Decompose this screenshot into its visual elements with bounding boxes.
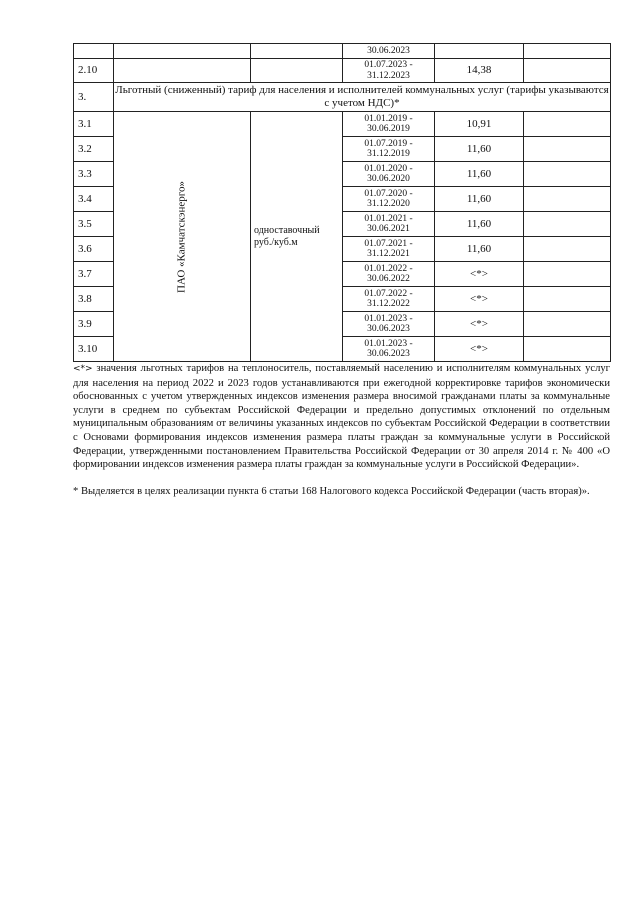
- table-row: [74, 44, 611, 59]
- rate-unit: руб./куб.м: [254, 236, 298, 248]
- value-cell: [435, 44, 524, 59]
- organization-cell: [114, 112, 251, 362]
- period-end: 31.12.2020: [367, 199, 410, 209]
- period-end: 31.12.2023: [367, 70, 410, 81]
- extra-cell: [524, 162, 611, 187]
- table-row: [74, 59, 611, 83]
- footnote-first: [73, 362, 610, 472]
- row-number: 2.10: [74, 59, 114, 83]
- period-cell: [343, 312, 435, 337]
- row-number: 3.7: [74, 262, 114, 287]
- footnote-second: * Выделяется в целях реализации пункта 6 статьи 168 Налогового кодекса Российской Федерации (часть вторая)».: [73, 485, 590, 497]
- num-cell: [74, 44, 114, 59]
- period-cell: [343, 162, 435, 187]
- period-end: 30.06.2023: [367, 324, 410, 334]
- period-start: 01.01.2023 -: [364, 338, 413, 349]
- row-number: 3.: [74, 83, 114, 112]
- tariff-value: 11,60: [435, 212, 524, 237]
- period-cell: [343, 59, 435, 83]
- period-end: 30.06.2020: [367, 174, 410, 184]
- period-start: 01.07.2022 -: [364, 288, 413, 299]
- row-number: 3.5: [74, 212, 114, 237]
- extra-cell: [524, 59, 611, 83]
- row-number: 3.10: [74, 337, 114, 362]
- org-cell-top: [114, 44, 251, 59]
- row-number: 3.8: [74, 287, 114, 312]
- footnotes: [73, 362, 610, 498]
- period-start: 01.01.2021 -: [364, 213, 413, 224]
- period-end: 30.06.2021: [367, 224, 410, 234]
- period-cell: [343, 337, 435, 362]
- period-start: 01.07.2021 -: [364, 238, 413, 249]
- row-number: 3.4: [74, 187, 114, 212]
- tariff-value: <*>: [435, 287, 524, 312]
- row-number: 3.9: [74, 312, 114, 337]
- period-cell: [343, 137, 435, 162]
- row-number: 3.2: [74, 137, 114, 162]
- period-end: 31.12.2022: [367, 299, 410, 309]
- tariff-value: 10,91: [435, 112, 524, 137]
- unit-cell-mid: [251, 59, 343, 83]
- extra-cell: [524, 262, 611, 287]
- tariff-value: <*>: [435, 262, 524, 287]
- period-cell: 30.06.2023: [343, 44, 435, 59]
- extra-cell: [524, 312, 611, 337]
- period-cell: [343, 287, 435, 312]
- row-number: 3.6: [74, 237, 114, 262]
- tariff-value: 11,60: [435, 237, 524, 262]
- footnote-marker: <*>: [73, 364, 93, 374]
- period-start: 01.01.2023 -: [364, 313, 413, 324]
- rate-type: одноставочный: [254, 224, 320, 236]
- unit-cell: [251, 112, 343, 362]
- extra-cell: [524, 212, 611, 237]
- period-cell: [343, 187, 435, 212]
- tariff-value: 11,60: [435, 187, 524, 212]
- period-cell: [343, 237, 435, 262]
- period-end: 30.06.2022: [367, 274, 410, 284]
- period-end: 30.06.2019: [367, 124, 410, 134]
- period-cell: [343, 112, 435, 137]
- tariff-value: 11,60: [435, 137, 524, 162]
- row-number: 3.1: [74, 112, 114, 137]
- tariff-value: 11,60: [435, 162, 524, 187]
- extra-cell: [524, 44, 611, 59]
- extra-cell: [524, 187, 611, 212]
- extra-cell: [524, 287, 611, 312]
- extra-cell: [524, 112, 611, 137]
- period-cell: [343, 212, 435, 237]
- tariff-value: <*>: [435, 312, 524, 337]
- row-number: 3.3: [74, 162, 114, 187]
- extra-cell: [524, 237, 611, 262]
- period-end: 31.12.2019: [367, 149, 410, 159]
- period-start: 01.07.2019 -: [364, 138, 413, 149]
- org-cell-mid: [114, 59, 251, 83]
- tariff-table: [73, 43, 611, 362]
- extra-cell: [524, 337, 611, 362]
- table-row: [74, 112, 611, 137]
- table-row-section-header: [74, 83, 611, 112]
- period-start: 01.07.2020 -: [364, 188, 413, 199]
- tariff-value: 14,38: [435, 59, 524, 83]
- period-cell: [343, 262, 435, 287]
- extra-cell: [524, 137, 611, 162]
- period-start: 01.01.2020 -: [364, 163, 413, 174]
- period-end: 31.12.2021: [367, 249, 410, 259]
- period-start: 01.01.2019 -: [364, 113, 413, 124]
- unit-cell-top: [251, 44, 343, 59]
- section-title: Льготный (сниженный) тариф для населения и исполнителей коммунальных услуг (тарифы указываются с учетом НДС)*: [114, 83, 611, 112]
- tariff-value: <*>: [435, 337, 524, 362]
- period-start: 01.01.2022 -: [364, 263, 413, 274]
- period-end: 30.06.2023: [367, 349, 410, 359]
- footnote-first-text: значения льготных тарифов на теплоноситель, поставляемый населению и исполнителям коммунальных услуг для населения на период 2022 и 2023 годов устанавливаются при ежегодной корректировке тарифов экономически обоснованных с учетом утвержденных индексов изменения размера вносимой гражданами платы за коммунальные услуги в среднем по субъектам Российской Федерации и предельно допустимых отклонений по отдельным муниципальным образованиям от величины указанных индексов по субъектам Российской Федерации в соответствии с Основами формирования индексов изменения размера платы граждан за коммунальные услуги в Российской Федерации, утвержденными постановлением Правительства Российской Федерации от 30 апреля 2014 г. № 400 «О формировании индексов изменения размера платы граждан за коммунальные услуги в Российской Федерации».: [73, 363, 610, 471]
- organization-name: ПАО «Камчатскэнерго»: [175, 180, 188, 293]
- period-start: 01.07.2023 -: [364, 60, 413, 70]
